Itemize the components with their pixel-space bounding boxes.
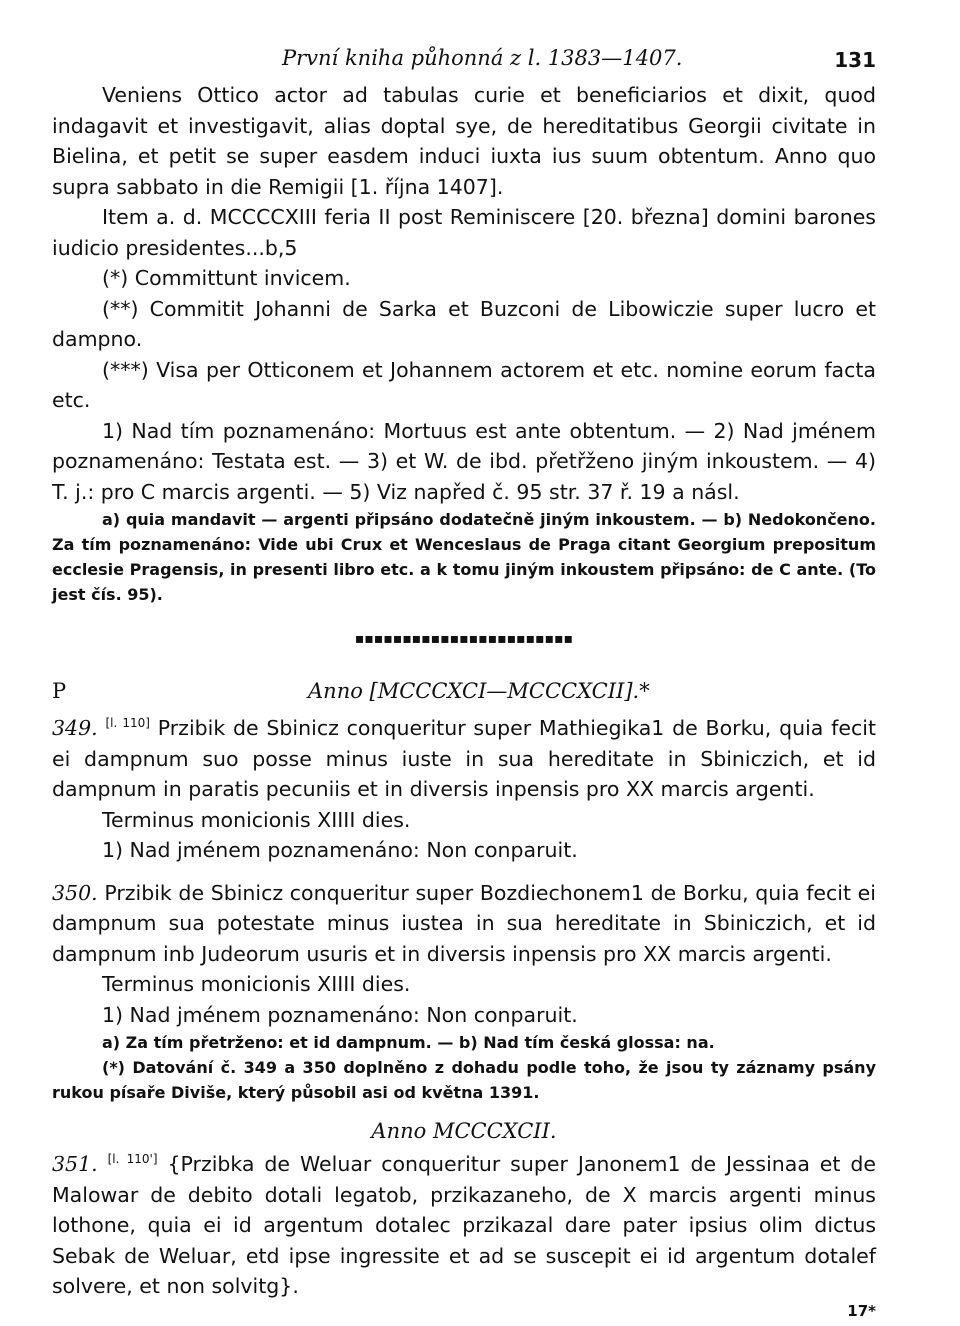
entry-349 bbox=[52, 713, 876, 805]
footnote-350: 1) Nad jménem poznamenáno: Non conparuit. bbox=[102, 1002, 578, 1027]
footnotes-top: 1) Nad tím poznamenáno: Mortuus est ante obtentum. — 2) Nad jménem poznamenáno: Testata est. — 3) et W. de ibd. přetřženo jiným inkoustem. — 4) T. j.: pro C marcis argenti. — 5) Viz napřed č. 95 str. 37 ř. 19 a násl. bbox=[52, 418, 876, 504]
dating-note: (*) Datování č. 349 a 350 doplněno z dohadu podle toho, že jsou ty záznamy psány rukou písaře Diviše, který působil asi od května 1391. bbox=[52, 1058, 876, 1102]
signature-row bbox=[52, 1302, 876, 1326]
small-notes-350: a) Za tím přetrženo: et id dampnum. — b) Nad tím česká glossa: na. bbox=[102, 1033, 715, 1052]
note-visa: (***) Visa per Otticonem et Johannem actorem et etc. nomine eorum facta etc. bbox=[52, 357, 876, 412]
divider: ▪▪▪▪▪▪▪▪▪▪▪▪▪▪▪▪▪▪▪▪▪▪▪ bbox=[354, 631, 574, 647]
entry-351 bbox=[52, 1149, 876, 1302]
section-title: Anno [MCCCXCI—MCCCXCII].* bbox=[308, 679, 650, 703]
page-header bbox=[52, 40, 876, 80]
spacer bbox=[52, 866, 876, 878]
small-notes-top: a) quia mandavit — argenti připsáno dodatečně jiným inkoustem. — b) Nedokončeno. Za tím poznamenáno: Vide ubi Crux et Wenceslaus de Praga citant Georgium prepositum ecclesie Pragensis, in presenti libro etc. a k tomu jiným inkoustem připsáno: de C ante. (To jest čís. 95). bbox=[52, 510, 876, 604]
terminus-350: Terminus monicionis XIIII dies. bbox=[102, 972, 411, 996]
entry-text: {Przibka de Weluar conqueritur super Janonem1 de Jessinaa et de Malowar de debito dotali legatob, przikazaneho, de X marcis argenti minus lothone, quia ei id argentum dotalec przikazal dare pater ipsius olim dictus Sebak de Weluar, etd ipse ingressite et ad se suscepit ei id argentum dotalef solvere, et non solvitg}. bbox=[52, 1152, 876, 1298]
entry-number: 351. bbox=[52, 1152, 98, 1176]
section-heading bbox=[52, 673, 876, 713]
entry-text: Przibik de Sbinicz conqueritur super Mathiegika1 de Borku, quia fecit ei dampnum suo posse minus iuste in sua hereditate in Sbiniczich, et id dampnum in paratis pecuniis et in diversis inpensis pro XX marcis argenti. bbox=[52, 716, 876, 801]
terminus-349: Terminus monicionis XIIII dies. bbox=[102, 807, 411, 832]
note-commitit: (**) Commitit Johanni de Sarka et Buzconi de Libowiczie super lucro et dampno. bbox=[52, 296, 876, 351]
paragraph-veniens: Veniens Ottico actor ad tabulas curie et beneficiarios et dixit, quod indagavit et investigavit, alias doptal sye, de hereditatibus Georgii civitate in Bielina, et petit se super easdem induci iuxta ius suum obtentum. Anno quo supra sabbato in die Remigii [1. října 1407]. bbox=[52, 83, 876, 199]
entry-text: Przibik de Sbinicz conqueritur super Bozdiechonem1 de Borku, quia fecit ei dampnum sua potestate minus iustea in sua hereditate in Sbiniczich, et id dampnum inb Judeorum usuris et in diversis inpensis pro XX marcis argenti. bbox=[52, 880, 876, 966]
entry-number: 350. bbox=[52, 880, 98, 905]
paragraph-item: Item a. d. MCCCCXIII feria II post Reminiscere [20. března] domini barones iudicio presidentes...b,5 bbox=[52, 205, 876, 260]
note-committunt: (*) Committunt invicem. bbox=[102, 266, 351, 290]
footnote-349: 1) Nad jménem poznamenáno: Non conparuit. bbox=[102, 838, 578, 862]
entry-350 bbox=[52, 878, 876, 970]
signature-mark: 17* bbox=[847, 1301, 876, 1320]
page-number: 131 bbox=[834, 48, 876, 72]
entry-number: 349. bbox=[52, 716, 98, 740]
section-title-2: Anno MCCCXCII. bbox=[371, 1119, 557, 1143]
folio-ref: [l. 110'] bbox=[107, 1152, 158, 1167]
page bbox=[52, 40, 876, 1326]
folio-ref: [l. 110] bbox=[105, 716, 150, 731]
running-head: První kniha půhonná z l. 1383—1407. bbox=[282, 46, 683, 70]
section-letter: P bbox=[52, 679, 67, 703]
